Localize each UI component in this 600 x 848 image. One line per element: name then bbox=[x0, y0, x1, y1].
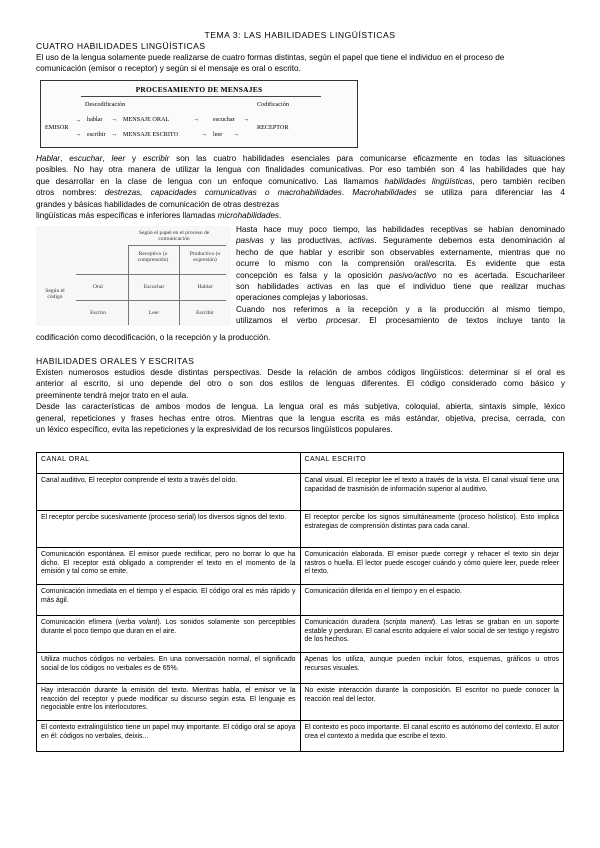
header-canal-oral: CANAL ORAL bbox=[37, 453, 301, 474]
paragraph-estudios bbox=[36, 367, 565, 435]
label-escribir: escribir bbox=[87, 131, 106, 138]
comparison-table bbox=[36, 452, 564, 752]
text-line: preeminente tendrá mejor trato en el aula. bbox=[36, 390, 189, 400]
text-line: general, repeticiones y frases hechas entre otros. Mientras que la lengua escrita es más estándar, objetiva, precisa, cerrada, con bbox=[36, 413, 565, 423]
text-line: Hasta hace muy poco tiempo, las habilidades receptivas se habían denominado bbox=[236, 225, 565, 234]
processing-diagram bbox=[40, 80, 358, 148]
label-segun-papel: Según el papel en el proceso de comunicación bbox=[138, 230, 210, 243]
label-emisor: EMISOR bbox=[45, 124, 69, 131]
text-line: lingüísticas más específicas e inferiores llamadas microhabilidades. bbox=[36, 211, 282, 221]
table-row bbox=[37, 474, 564, 511]
arrow-icon: → bbox=[193, 116, 200, 123]
table-cell: Canal auditivo. El receptor comprende el texto a través del oído. bbox=[37, 474, 301, 511]
table-row bbox=[37, 721, 564, 752]
divider bbox=[179, 245, 180, 325]
document-title: TEMA 3: LAS HABILIDADES LINGÜÍSTICAS bbox=[204, 30, 396, 40]
paragraph-habilidades bbox=[36, 153, 565, 221]
label-productivo: Productivo (o expresión) bbox=[189, 251, 221, 264]
text-line: Existen numerosos estudios desde distintas perspectivas. Desde la relación de ambos códigos lingüísticos: determinar si el oral es bbox=[36, 368, 565, 377]
text-line: pasivas y las productivas, activas. Seguramente debemos esta denominación al bbox=[236, 236, 565, 246]
table-cell: Comunicación espontánea. El emisor puede rectificar, pero no borrar lo que ha dicho. El receptor está obligado a comprender el texto en el momento de la emisión y tal como se emite. bbox=[37, 548, 301, 585]
label-escrito: Escrito bbox=[90, 310, 106, 316]
divider bbox=[76, 274, 226, 275]
text-line: hecho de que hablar y escribir son observables externamente, mientras que no bbox=[236, 247, 565, 257]
table-cell: El receptor percibe los signos simultáneamente (proceso holístico). Esto implica estrategias de comprensión distintas para cada canal. bbox=[300, 511, 564, 548]
table-cell: El contexto extralingüístico tiene un papel muy importante. El código oral se apoya en él: códigos no verbales, deixis... bbox=[37, 721, 301, 752]
section-heading-cuatro-habilidades: CUATRO HABILIDADES LINGÜÍSTICAS bbox=[36, 41, 206, 51]
text-line: Hablar, escuchar, leer y escribir son las cuatro habilidades esenciales para comunicarse eficazmente en todas las situaciones bbox=[36, 154, 565, 163]
divider bbox=[128, 245, 226, 246]
section-heading-orales-escritas: HABILIDADES ORALES Y ESCRITAS bbox=[36, 356, 195, 366]
arrow-icon: → bbox=[111, 131, 118, 138]
text-line: otros nombres: destrezas, capacidades comunicativas o macrohabilidades. Macrohabilidades se utiliza para diferenciar las 4 bbox=[36, 188, 565, 198]
text-line: posibles. No hay otra manera de utilizar la lengua con finalidades comunicativas. Por eso también son 4 las habilidades que hay bbox=[36, 165, 565, 175]
text-line: comunicación (emisor o receptor) y según si el mensaje es oral o escrito. bbox=[36, 64, 301, 74]
table-cell: Comunicación efímera (verba volant). Los sonidos solamente son perceptibles durante el poco tiempo que duran en el aire. bbox=[37, 616, 301, 653]
arrow-icon: → bbox=[233, 131, 240, 138]
text-line: un léxico específico, evita las repeticiones y la expresividad de los recursos lingüísticos populares. bbox=[36, 425, 393, 435]
label-codificacion: Codificación bbox=[257, 101, 289, 108]
table-cell: Comunicación inmediata en el tiempo y el espacio. El código oral es más rápido y más ágil. bbox=[37, 585, 301, 616]
cell-hablar: Hablar bbox=[197, 284, 213, 290]
text-line: que desarrollar en la clase de lengua con un enfoque comunicativo. Las llamamos habilidades lingüísticas, pero también reciben bbox=[36, 176, 565, 186]
skills-classification-diagram bbox=[36, 226, 231, 326]
paragraph-receptivas-end bbox=[36, 332, 565, 343]
table-row bbox=[37, 548, 564, 585]
table-cell: Comunicación elaborada. El emisor puede corregir y rehacer el texto sin dejar rastros o huella. El lector puede escoger cuándo y cómo quiere leer, puede releer el texto. bbox=[300, 548, 564, 585]
cell-escribir: Escribir bbox=[196, 310, 214, 316]
table-row bbox=[37, 684, 564, 721]
label-receptivo: Receptivo (o comprensión) bbox=[137, 251, 169, 264]
divider bbox=[128, 245, 129, 325]
text-line: Cuando nos referimos a la recepción y a la producción al mismo tiempo, bbox=[236, 304, 565, 314]
text-line: El uso de la lengua solamente puede realizarse de cuatro formas distintas, según el papel que tiene el individuo en el proceso de bbox=[36, 53, 505, 62]
label-descodificacion: Descodificación bbox=[85, 101, 126, 108]
label-segun-codigo: Según el código bbox=[45, 288, 65, 301]
paragraph-receptivas bbox=[236, 224, 565, 327]
text-line: utilizamos el verbo procesar. El procesamiento de textos incluye tanto la bbox=[236, 316, 566, 326]
text-line: Desde las características de ambos modos de lengua. La lengua oral es más subjetiva, coloquial, abierta, sintaxis simple, léxico bbox=[36, 402, 565, 412]
label-mensaje-oral: MENSAJE ORAL bbox=[123, 116, 170, 123]
text-line: ocurre lo mismo con la comprensión oral/escrita. Es evidente que esta bbox=[236, 259, 565, 269]
divider bbox=[76, 300, 226, 301]
arrow-icon: → bbox=[111, 116, 118, 123]
text-line: codificación como decodificación, o la recepción y la producción. bbox=[36, 333, 271, 342]
arrow-icon: → bbox=[75, 131, 82, 138]
table-row bbox=[37, 616, 564, 653]
label-leer: leer bbox=[213, 131, 223, 138]
table-row bbox=[37, 511, 564, 548]
table-cell: El receptor percibe sucesivamente (proceso serial) los diversos signos del texto. bbox=[37, 511, 301, 548]
cell-escuchar: Escuchar bbox=[143, 284, 165, 290]
table-header-row bbox=[37, 453, 564, 474]
table-cell: Hay interacción durante la emisión del texto. Mientras habla, el emisor ve la reacción del receptor y puede modificar su discurso según esta. El lenguaje es negociable entre los interlocutores. bbox=[37, 684, 301, 721]
label-hablar: hablar bbox=[87, 116, 103, 123]
table-cell: Comunicación diferida en el tiempo y en el espacio. bbox=[300, 585, 564, 616]
table-cell: Canal visual. El receptor lee el texto a través de la vista. El canal visual tiene una capacidad de trasmisión de información superior al auditivo. bbox=[300, 474, 564, 511]
text-line: anterior al escrito, si uno depende del otro o son dos estilos de lenguas diferentes. El código considerado como básico y bbox=[36, 379, 565, 389]
cell-leer: Leer bbox=[148, 310, 160, 316]
arrow-icon: → bbox=[75, 117, 82, 124]
text-line: grandes y básicas habilidades de comunicación de otras destrezas bbox=[36, 199, 280, 209]
diagram-title: PROCESAMIENTO DE MENSAJES bbox=[135, 85, 263, 94]
table-cell: No existe interacción durante la composición. El escritor no puede conocer la reacción real del lector. bbox=[300, 684, 564, 721]
label-mensaje-escrito: MENSAJE ESCRITO bbox=[123, 131, 179, 138]
intro-paragraph bbox=[36, 52, 565, 75]
label-oral: Oral bbox=[93, 284, 103, 290]
table-cell: Apenas los utiliza, aunque pueden incluir fotos, esquemas, gráficos u otros recursos visuales. bbox=[300, 653, 564, 684]
arrow-icon: → bbox=[201, 131, 208, 138]
divider bbox=[81, 96, 321, 97]
table-cell: El contexto es poco importante. El canal escrito es autónomo del contexto. El autor crea el contexto a medida que escribe el texto. bbox=[300, 721, 564, 752]
header-canal-escrito: CANAL ESCRITO bbox=[300, 453, 564, 474]
text-line: operaciones complejas y laboriosas. bbox=[236, 293, 368, 303]
table-cell: Comunicación duradera (scripta manent). Las letras se graban en un soporte estable y perduran. El canal escrito adquiere el valor social de ser testigo y registro de los hechos. bbox=[300, 616, 564, 653]
table-row bbox=[37, 585, 564, 616]
label-receptor: RECEPTOR bbox=[257, 124, 289, 131]
arrow-icon: → bbox=[243, 116, 250, 123]
label-escuchar: escuchar bbox=[213, 116, 235, 123]
text-line: son habilidades activas en las que el individuo tiene que realizar muchas bbox=[236, 282, 565, 292]
text-line: concepción es falsa y la oposición pasivo/activo no es acertada. Escucharileer bbox=[236, 270, 565, 280]
table-cell: Utiliza muchos códigos no verbales. En una conversación normal, el significado social de los códigos no verbales es de 65%. bbox=[37, 653, 301, 684]
table-row bbox=[37, 653, 564, 684]
